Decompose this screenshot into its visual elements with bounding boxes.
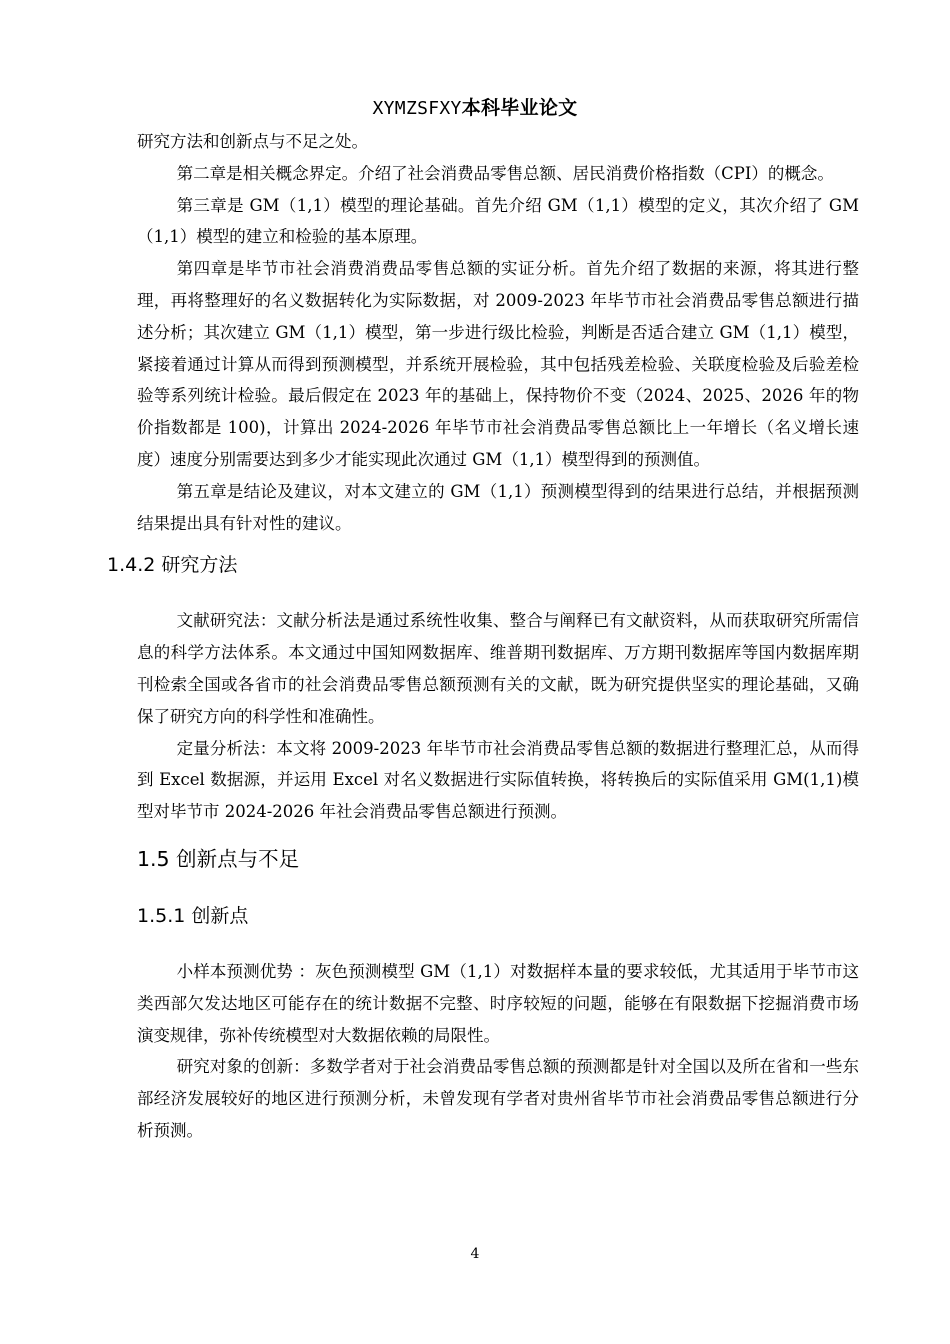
paragraph-literature-method: 文献研究法：文献分析法是通过系统性收集、整合与阐释已有文献资料，从而获取研究所需信息的科学方法体系。本文通过中国知网数据库、维普期刊数据库、万方期刊数据库等国内数据库期刊检索全国或各省市的社会消费品零售总额预测有关的文献，既为研究提供坚实的理论基础，又确保了研究方向的科学性和准确性。 — [137, 611, 859, 726]
paragraph-chapter-4: 第四章是毕节市社会消费消费品零售总额的实证分析。首先介绍了数据的来源，将其进行整理，再将整理好的名义数据转化为实际数据，对 2009-2023 年毕节市社会消费品零售总额进行描述分析；其次建立 GM（1,1）模型，第一步进行级比检验，判断是否适合建立 GM（1,1）模型，紧接着通过计算从而得到预测模型，并系统开展检验，其中包括残差检验、关联度检验及后验差检验等系列统计检验。最后假定在 2023 年的基础上，保持物价不变（2024、2025、2026 年的物价指数都是 100)，计算出 2024-2026 年毕节市社会消费品零售总额比上一年增长（名义增长速度）速度分别需要达到多少才能实现此次通过 GM（1,1）模型得到的预测值。 — [137, 259, 859, 469]
paragraph-chapter-overview-end: 研究方法和创新点与不足之处。 — [137, 132, 368, 151]
section-heading-innovation: 1.5.1 创新点 — [137, 904, 249, 927]
paragraph-quantitative-method: 定量分析法：本文将 2009-2023 年毕节市社会消费品零售总额的数据进行整理汇总，从而得到 Excel 数据源，并运用 Excel 对名义数据进行实际值转换，将转换后的实际值采用 GM(1,1)模型对毕节市 2024-2026 年社会消费品零售总额进行预测。 — [137, 738, 859, 822]
paragraph-research-object-innovation: 研究对象的创新：多数学者对于社会消费品零售总额的预测都是针对全国以及所在省和一些东部经济发展较好的地区进行预测分析，未曾发现有学者对贵州省毕节市社会消费品零售总额进行分析预测。 — [137, 1057, 859, 1140]
paragraph-chapter-2: 第二章是相关概念界定。介绍了社会消费品零售总额、居民消费价格指数（CPI）的概念。 — [176, 163, 834, 183]
header-thesis-label: 本科毕业论文 — [461, 97, 578, 119]
section-heading-research-methods: 1.4.2 研究方法 — [107, 554, 238, 577]
paragraph-small-sample-advantage: 小样本预测优势 ：灰色预测模型 GM（1,1）对数据样本量的要求较低，尤其适用于毕节市这类西部欠发达地区可能存在的统计数据不完整、时序较短的问题，能够在有限数据下挖掘消费市场演变规律，弥补传统模型对大数据依赖的局限性。 — [137, 961, 859, 1045]
body-text — [107, 126, 859, 1147]
page-number: 4 — [470, 1246, 480, 1262]
header-school-code: XYMZSFXY — [372, 98, 462, 119]
paragraph-chapter-5: 第五章是结论及建议，对本文建立的 GM（1,1）预测模型得到的结果进行总结，并根据预测结果提出具有针对性的建议。 — [137, 481, 859, 533]
page-header — [0, 96, 950, 121]
paragraph-chapter-3: 第三章是 GM（1,1）模型的理论基础。首先介绍 GM（1,1）模型的定义，其次介绍了 GM（1,1）模型的建立和检验的基本原理。 — [137, 195, 859, 247]
section-heading-innovation-and-shortcomings: 1.5 创新点与不足 — [137, 846, 300, 871]
